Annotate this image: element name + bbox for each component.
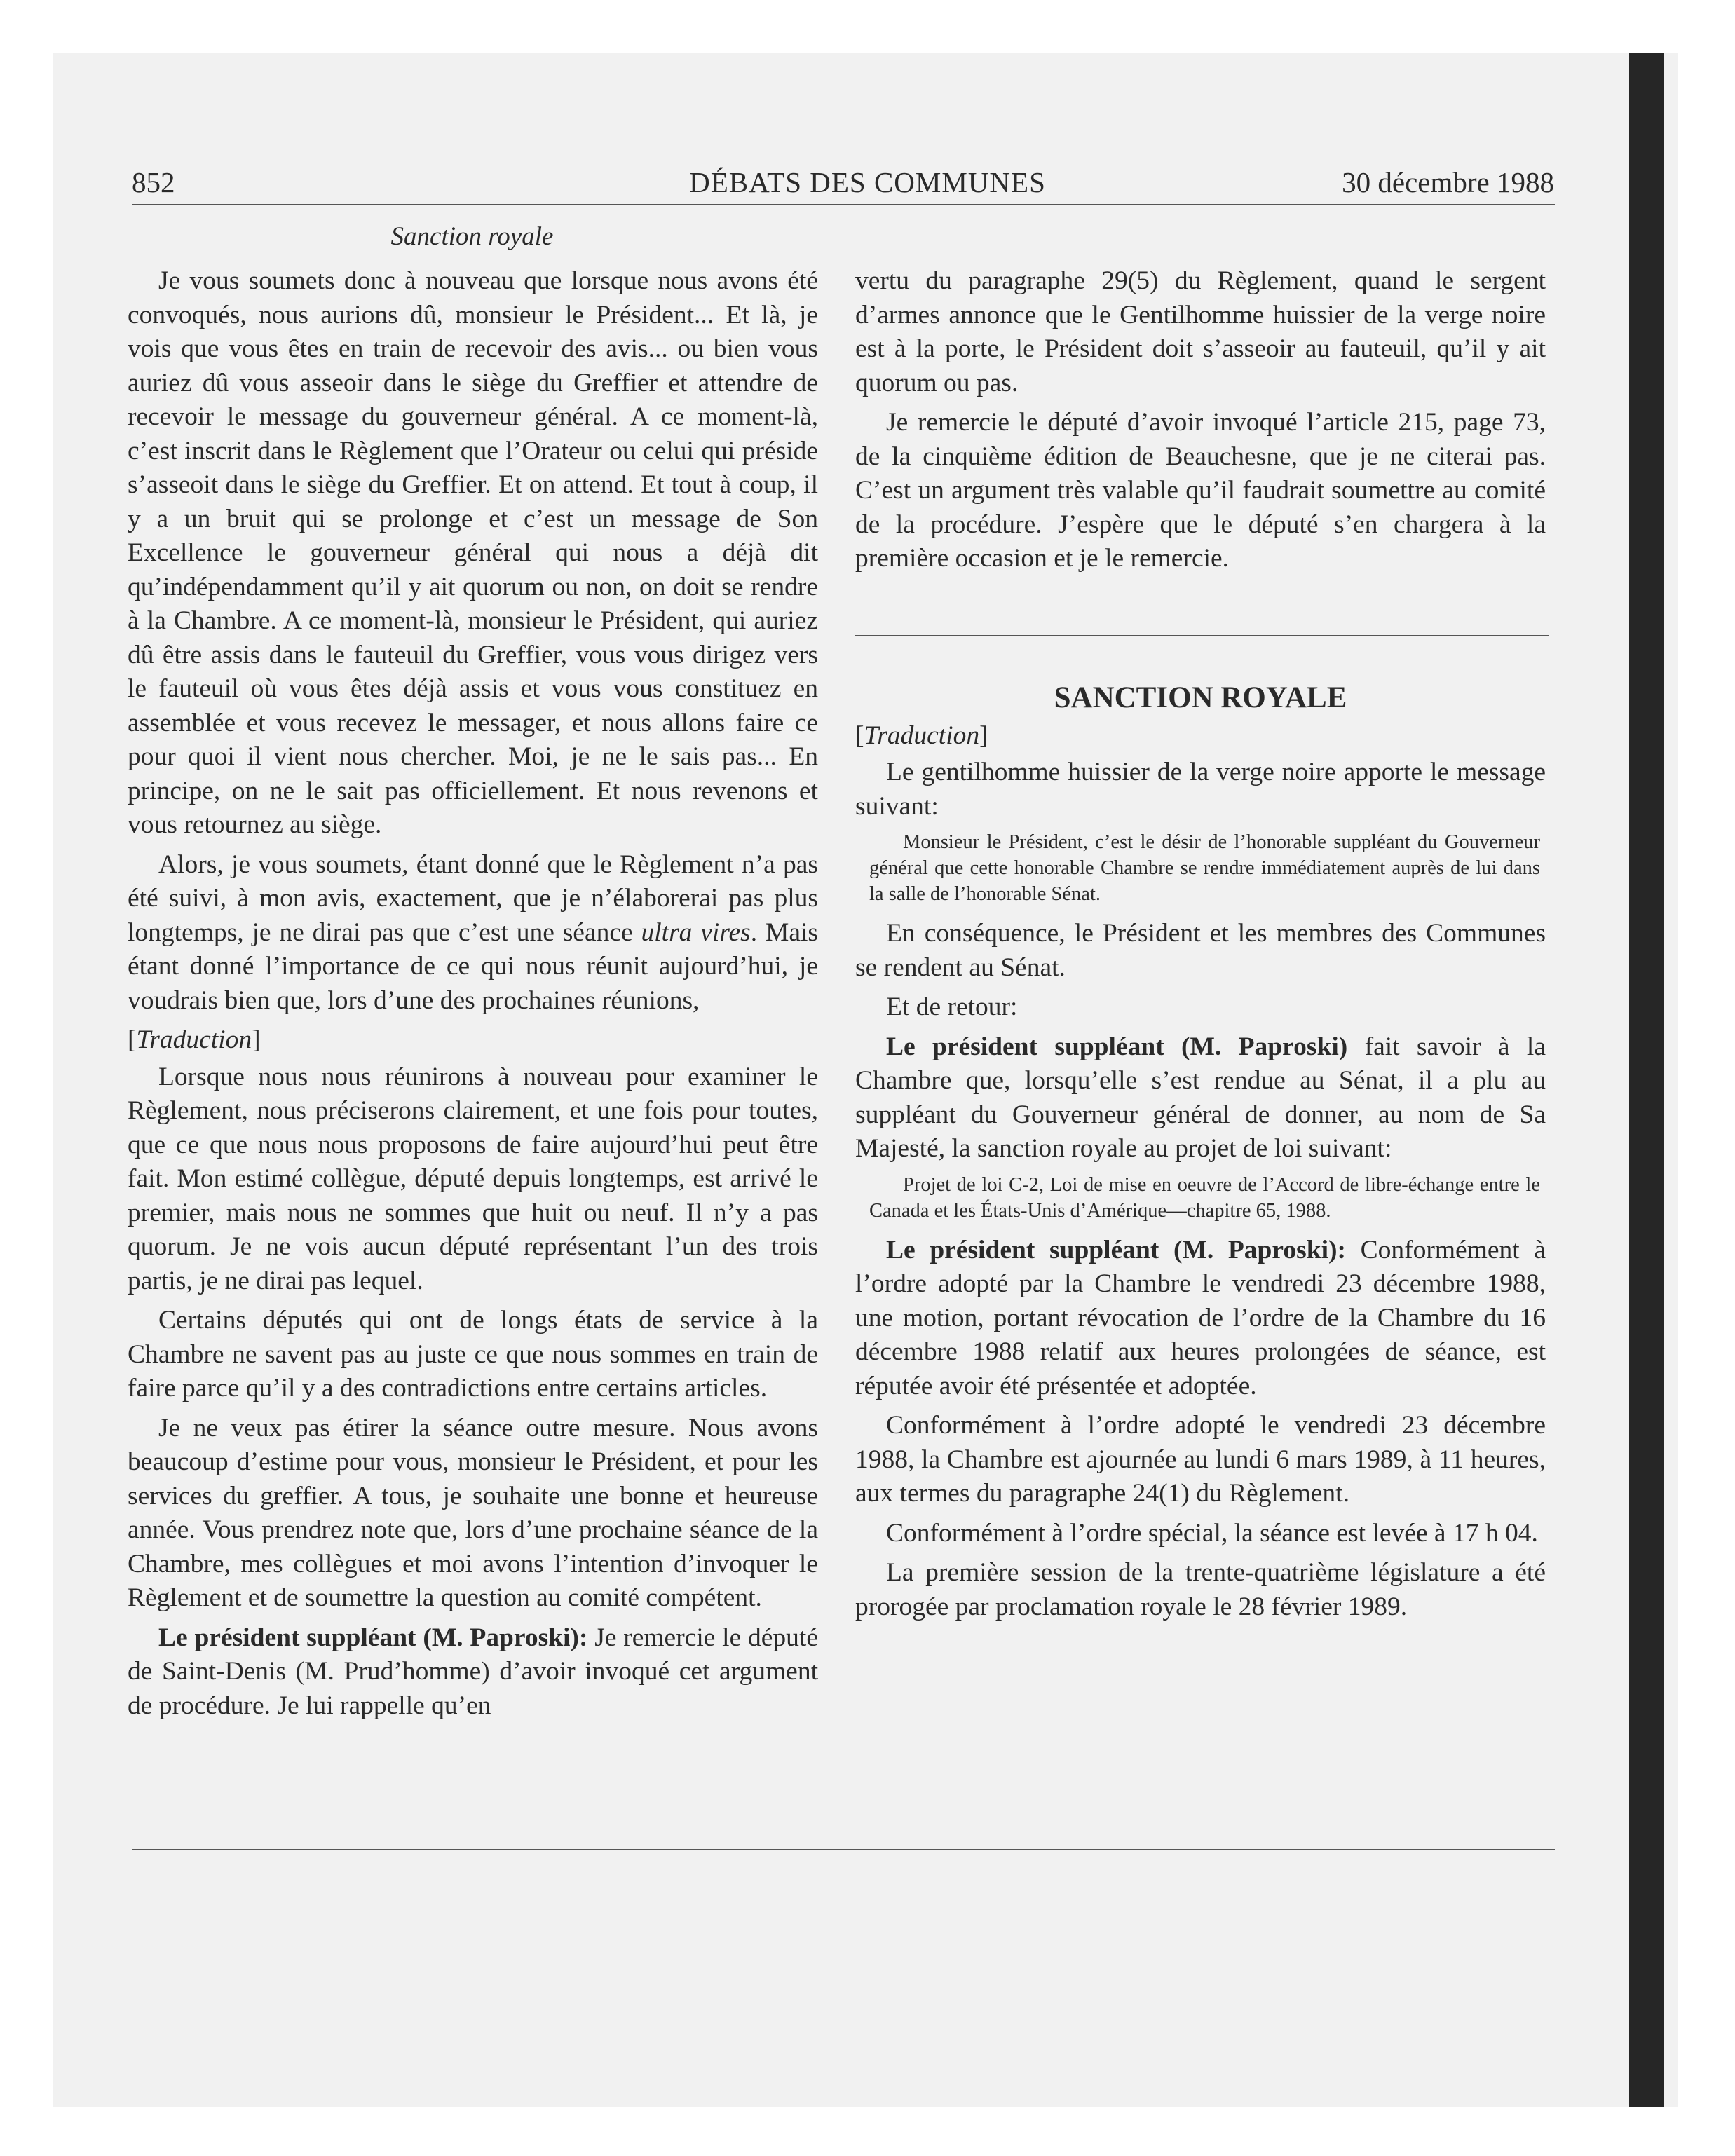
bill-quote — [855, 1172, 1546, 1224]
translation-marker — [128, 1023, 818, 1058]
translation-word: Traduction — [136, 1025, 252, 1054]
bracket: ] — [979, 721, 988, 750]
paragraph: Certains députés qui ont de longs états de service à la Chambre ne savent pas au juste ce que nous sommes en train de faire parce qu’il y a des contradictions entre certains articles. — [128, 1306, 818, 1403]
running-head: Sanction royale — [390, 222, 554, 251]
paragraph — [128, 848, 818, 1018]
header-date: 30 décembre 1988 — [1342, 166, 1554, 198]
right-column — [855, 264, 1546, 1630]
paragraph-text: Alors, je vous soumets, étant donné que le Règlement n’a pas été suivi, à mon avis, exactement, que je n’élaborerai pas plus longtemps, je ne dirai pas que c’est une séance — [128, 850, 818, 947]
paragraph — [855, 1030, 1546, 1166]
speaker-name: Le président suppléant (M. Paproski): — [158, 1623, 588, 1652]
bracket: [ — [128, 1025, 137, 1054]
message-quote — [855, 829, 1546, 907]
paragraph: Et de retour: — [886, 992, 1018, 1021]
paragraph-text: Conformément à l’ordre adopté par la Chambre le vendredi 23 décembre 1988, une motion, portant révocation de l’ordre de la Chambre du 16 décembre 1988 relatif aux heures prolongées de séance, est réputée avoir été présentée et adoptée. — [855, 1235, 1546, 1400]
paragraph — [855, 1234, 1546, 1404]
paragraph: Le gentilhomme huissier de la verge noire apporte le message suivant: — [855, 758, 1546, 821]
translation-marker — [855, 719, 1546, 753]
bracket: ] — [252, 1025, 261, 1054]
paragraph: En conséquence, le Président et les membres des Communes se rendent au Sénat. — [855, 919, 1546, 982]
paragraph: Je ne veux pas étirer la séance outre mesure. Nous avons beaucoup d’estime pour vous, monsieur le Président, et pour les services du greffier. A tous, je souhaite une bonne et heureuse année. Vous prendrez note que, lors d’une prochaine séance de la Chambre, mes collègues et moi avons l’intention d’invoquer le Règlement et de soumettre la question au comité compétent. — [128, 1413, 818, 1612]
publication-title: DÉBATS DES COMMUNES — [689, 166, 1046, 198]
scan-edge-shadow — [1629, 53, 1664, 2107]
paragraph: Je remercie le député d’avoir invoqué l’article 215, page 73, de la cinquième édition de Beauchesne, que je ne citerai pas. C’est un argument très valable qu’il faudrait soumettre au comité de la procédure. J’espère que le député s’en chargera à la première occasion et je le remercie. — [855, 408, 1546, 573]
italic-phrase: ultra vires — [641, 917, 751, 947]
paragraph-text: . Mais étant donné l’importance de ce qui nous réunit aujourd’hui, je voudrais bien que, lors d’une des prochaines réunions, — [128, 917, 819, 1015]
paragraph: Conformément à l’ordre spécial, la séance est levée à 17 h 04. — [886, 1518, 1538, 1548]
quote-text: Monsieur le Président, c’est le désir de l’honorable suppléant du Gouverneur général que cette honorable Chambre se rendre immédiatement auprès de lui dans la salle de l’honorable Sénat. — [869, 831, 1540, 905]
speaker-name: Le président suppléant (M. Paproski): — [886, 1235, 1346, 1264]
section-divider — [855, 635, 1549, 636]
quote-text: Projet de loi C-2, Loi de mise en oeuvre de l’Accord de libre-échange entre le Canada et les États-Unis d’Amérique—chapitre 65, 1988. — [869, 1173, 1540, 1222]
paragraph: Conformément à l’ordre adopté le vendredi 23 décembre 1988, la Chambre est ajournée au lundi 6 mars 1989, à 11 heures, aux termes du paragraphe 24(1) du Règlement. — [855, 1411, 1546, 1508]
paragraph: vertu du paragraphe 29(5) du Règlement, quand le sergent d’armes annonce que le Gentilhomme huissier de la verge noire est à la porte, le Président doit s’asseoir au fauteuil, qu’il y ait quorum ou pas. — [855, 266, 1546, 397]
paragraph — [128, 1621, 818, 1724]
paragraph: Je vous soumets donc à nouveau que lorsque nous avons été convoqués, nous aurions dû, monsieur le Président... Et là, je vois que vous êtes en train de recevoir des avis... ou bien vous auriez dû vous asseoir dans le siège du Greffier et attendre de recevoir le message du gouverneur général. A ce moment-là, c’est inscrit dans le Règlement que l’Orateur ou celui qui préside s’asseoit dans le siège du Greffier. Et on attend. Et tout à coup, il y a un bruit qui se prolonge et c’est un message de Son Excellence le gouverneur général qui nous a déjà dit qu’indépendamment qu’il y ait quorum ou non, on doit se rendre à la Chambre. A ce moment-là, monsieur le Président, qui auriez dû être assis dans le fauteuil du Greffier, vous vous dirigez vers le fauteuil où vous êtes déjà assis et vous vous constituez en assemblée et vous recevez le messager, et nous allons faire ce pour quoi il vient nous chercher. Moi, je ne le sais pas... En principe, on ne le sait pas officiellement. Et nous revenons et vous retournez au siège. — [128, 266, 818, 839]
speaker-name: Le président suppléant (M. Paproski) — [886, 1032, 1348, 1061]
paragraph: La première session de la trente-quatrième législature a été prorogée par proclamation royale le 28 février 1989. — [855, 1558, 1546, 1621]
translation-word: Traduction — [864, 721, 980, 750]
bottom-rule — [132, 1849, 1555, 1850]
paragraph-text: Je remercie le député de Saint-Denis (M. Prud’homme) d’avoir invoqué cet argument de procédure. Je lui rappelle qu’en — [128, 1623, 818, 1720]
paragraph: Lorsque nous nous réunirons à nouveau pour examiner le Règlement, nous préciserons clairement, et une fois pour toutes, que ce que nous nous proposons de faire aujourd’hui peut être fait. Mon estimé collègue, député depuis longtemps, est arrivé le premier, mais nous ne sommes que huit ou neuf. Il n’y a pas quorum. Je ne vois aucun député représentant l’un des trois partis, je ne dirai pas lequel. — [128, 1062, 818, 1295]
paragraph-text: fait savoir à la Chambre que, lorsqu’elle s’est rendue au Sénat, il a plu au suppléant du Gouverneur général de donner, au nom de Sa Majesté, la sanction royale au projet de loi suivant: — [855, 1032, 1546, 1163]
left-column — [128, 264, 818, 1728]
section-title: SANCTION ROYALE — [1054, 681, 1347, 714]
header-rule — [132, 204, 1555, 205]
page-number: 852 — [132, 166, 175, 198]
bracket: [ — [855, 721, 864, 750]
